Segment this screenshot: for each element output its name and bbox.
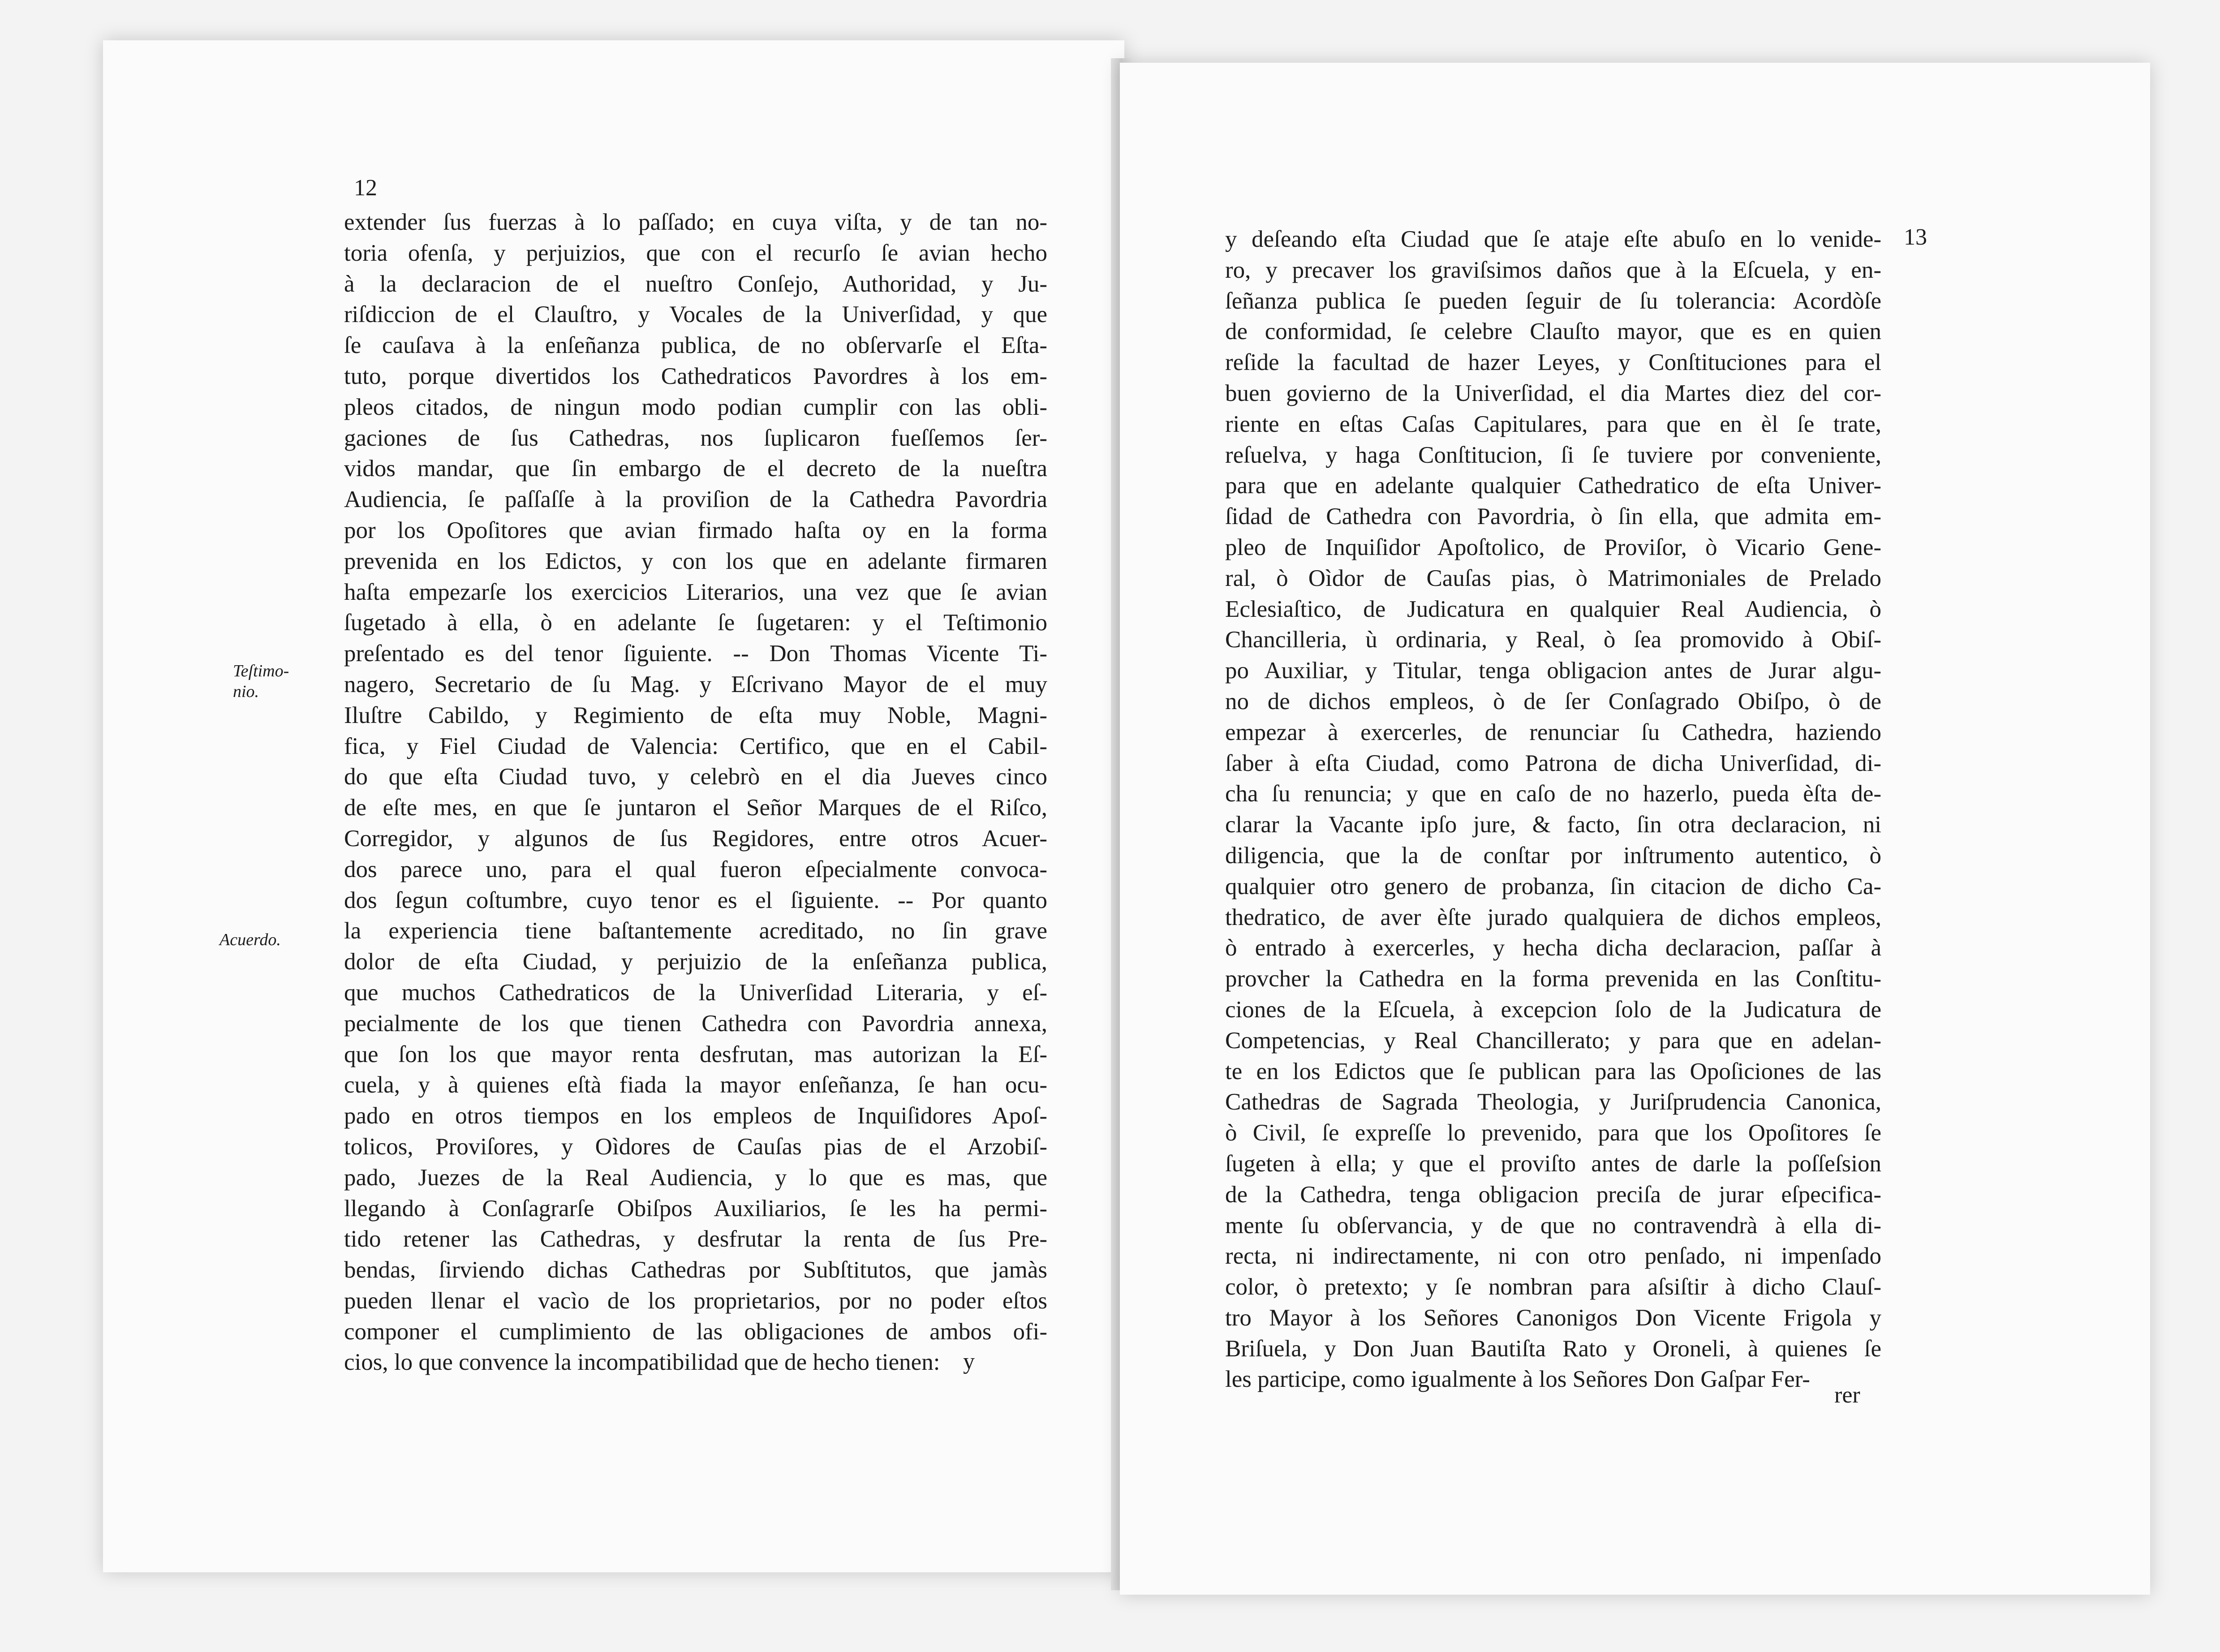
left-page-text: [344, 207, 1047, 1378]
left-text-line: pleos citados, de ningun modo podian cumplir con las obli-: [344, 394, 1047, 420]
right-text-line: Chancilleria, ù ordinaria, y Real, ò ſea promovido à Obiſ-: [1225, 627, 1881, 653]
right-text-line: ſeñanza publica ſe pueden ſeguir de ſu tolerancia: Acordòſe: [1225, 288, 1881, 314]
right-text-line: ò Civil, ſe expreſſe lo prevenido, para que los Opoſitores ſe: [1225, 1120, 1881, 1146]
left-text-line: ſe cauſava à la enſeñanza publica, de no obſervarſe el Eſta-: [344, 332, 1047, 359]
left-text-line: vidos mandar, que ſin embargo de el decreto de la nueſtra: [344, 456, 1047, 482]
left-text-line: gaciones de ſus Cathedras, nos ſuplicaron fueſſemos ſer-: [344, 425, 1047, 451]
right-text-line: para que en adelante qualquier Cathedratico de eſta Univer-: [1225, 473, 1881, 499]
margin-note-testimonio-line2: nio.: [233, 682, 259, 701]
right-text-line: buen govierno de la Univerſidad, el dia Martes diez del cor-: [1225, 380, 1881, 406]
right-text-line: riente en eſtas Caſas Capitulares, para que en èl ſe trate,: [1225, 411, 1881, 437]
left-text-line: tolicos, Proviſores, y Oìdores de Cauſas pias de el Arzobiſ-: [344, 1133, 1047, 1160]
right-text-line: mente ſu obſervancia, y de que no contravendrà à ella di-: [1225, 1212, 1881, 1239]
left-text-line: à la declaracion de el nueſtro Conſejo, Authoridad, y Ju-: [344, 271, 1047, 297]
margin-note-acuerdo: Acuerdo.: [219, 930, 281, 949]
right-text-line: reſuelva, y haga Conſtitucion, ſi ſe tuviere por conveniente,: [1225, 442, 1881, 468]
right-text-line: thedratico, de aver èſte jurado qualquiera de dichos empleos,: [1225, 904, 1881, 930]
right-page-number: 13: [1904, 224, 1927, 250]
left-text-line: que ſon los que mayor renta desfrutan, mas autorizan la Eſ-: [344, 1041, 1047, 1067]
right-text-line: ro, y precaver los graviſsimos daños que à la Eſcuela, y en-: [1225, 257, 1881, 283]
left-text-line: nagero, Secretario de ſu Mag. y Eſcrivano Mayor de el muy: [344, 671, 1047, 697]
left-text-line: dos ſegun coſtumbre, cuyo tenor es el ſiguiente. -- Por quanto: [344, 887, 1047, 913]
left-text-line: do que eſta Ciudad tuvo, y celebrò en el dia Jueves cinco: [344, 764, 1047, 790]
right-text-line: te en los Edictos que ſe publican para las Opoſiciones de las: [1225, 1058, 1881, 1084]
left-text-line: por los Opoſitores que avian firmado haſta oy en la forma: [344, 517, 1047, 543]
left-text-line: extender ſus fuerzas à lo paſſado; en cuya viſta, y de tan no-: [344, 209, 1047, 235]
left-text-line: ſugetado à ella, ò en adelante ſe ſugetaren: y el Teſtimonio: [344, 610, 1047, 636]
right-text-line: Eclesiaſtico, de Judicatura en qualquier Real Audiencia, ò: [1225, 596, 1881, 622]
right-text-line: pleo de Inquiſidor Apoſtolico, de Proviſor, ò Vicario Gene-: [1225, 534, 1881, 560]
left-text-line: Iluſtre Cabildo, y Regimiento de eſta muy Noble, Magni-: [344, 702, 1047, 728]
left-text-line: pueden llenar el vacìo de los proprietarios, por no poder eſtos: [344, 1287, 1047, 1314]
margin-note-testimonio: [233, 661, 289, 702]
left-text-line: tuto, porque divertidos los Cathedraticos Pavordres à los em-: [344, 363, 1047, 389]
right-text-line: recta, ni indirectamente, ni con otro penſado, ni impenſado: [1225, 1243, 1881, 1269]
right-text-line: diligencia, que la de conſtar por inſtrumento autentico, ò: [1225, 842, 1881, 869]
left-text-line: haſta empezarſe los exercicios Literarios, una vez que ſe avian: [344, 579, 1047, 605]
right-catchword: rer: [1834, 1382, 1860, 1408]
right-text-line: ral, ò Oìdor de Cauſas pias, ò Matrimoniales de Prelado: [1225, 565, 1881, 591]
left-text-line: pado en otros tiempos en los empleos de Inquiſidores Apoſ-: [344, 1103, 1047, 1129]
right-text-line: empezar à exercerles, de renunciar ſu Cathedra, haziendo: [1225, 719, 1881, 745]
right-text-line: clarar la Vacante ipſo jure, & facto, ſin otra declaracion, ni: [1225, 812, 1881, 838]
right-text-line: ſugeten à ella; y que el proviſto antes de darle la poſſeſsion: [1225, 1150, 1881, 1177]
right-text-line: ciones de la Eſcuela, à excepcion ſolo de la Judicatura de: [1225, 996, 1881, 1023]
left-page-number: 12: [354, 175, 377, 201]
left-text-line: tido retener las Cathedras, y desfrutar la renta de ſus Pre-: [344, 1226, 1047, 1252]
right-text-line: ſidad de Cathedra con Pavordria, ò ſin ella, que admita em-: [1225, 503, 1881, 530]
left-text-line: dos parece uno, para el qual fueron eſpecialmente convoca-: [344, 856, 1047, 882]
right-text-line: les participe, como igualmente à los Señores Don Gaſpar Fer-: [1225, 1366, 1810, 1393]
left-catchword: y: [963, 1349, 975, 1374]
left-text-line: Audiencia, ſe paſſaſſe à la proviſion de la Cathedra Pavordria: [344, 486, 1047, 513]
right-text-line: reſide la facultad de hazer Leyes, y Conſtituciones para el: [1225, 349, 1881, 376]
right-text-line: Competencias, y Real Chancillerato; y para que en adelan-: [1225, 1027, 1881, 1054]
right-text-line: de la Cathedra, tenga obligacion preciſa de jurar eſpecifica-: [1225, 1181, 1881, 1208]
right-text-line: provcher la Cathedra en la forma prevenida en las Conſtitu-: [1225, 966, 1881, 992]
left-text-line: Corregidor, y algunos de ſus Regidores, entre otros Acuer-: [344, 825, 1047, 852]
left-text-line: componer el cumplimiento de las obligaciones de ambos ofi-: [344, 1318, 1047, 1345]
right-text-line: no de dichos empleos, ò de ſer Conſagrado Obiſpo, ò de: [1225, 688, 1881, 714]
left-text-line: bendas, ſirviendo dichas Cathedras por Subſtitutos, que jamàs: [344, 1257, 1047, 1283]
right-text-line: cha ſu renuncia; y que en caſo de no hazerlo, pueda èſta de-: [1225, 781, 1881, 807]
right-text-line: Cathedras de Sagrada Theologia, y Juriſprudencia Canonica,: [1225, 1089, 1881, 1115]
left-text-line: pado, Juezes de la Real Audiencia, y lo que es mas, que: [344, 1164, 1047, 1191]
right-text-line: po Auxiliar, y Titular, tenga obligacion antes de Jurar algu-: [1225, 658, 1881, 684]
right-text-line: tro Mayor à los Señores Canonigos Don Vicente Frigola y: [1225, 1304, 1881, 1331]
right-text-line: qualquier otro genero de probanza, ſin citacion de dicho Ca-: [1225, 873, 1881, 899]
right-text-line: de conformidad, ſe celebre Clauſto mayor, que es en quien: [1225, 318, 1881, 345]
left-text-line: toria ofenſa, y perjuizios, que con el recurſo ſe avian hecho: [344, 240, 1047, 266]
right-text-line: y deſeando eſta Ciudad que ſe ataje eſte abuſo en lo venide-: [1225, 226, 1881, 252]
left-text-line: preſentado es del tenor ſiguiente. -- Don Thomas Vicente Ti-: [344, 641, 1047, 667]
left-text-line: pecialmente de los que tienen Cathedra con Pavordria annexa,: [344, 1010, 1047, 1037]
left-text-line: fica, y Fiel Ciudad de Valencia: Certifico, que en el Cabil-: [344, 733, 1047, 759]
right-page-text: [1225, 224, 1881, 1395]
margin-note-testimonio-line1: Teſtimo-: [233, 662, 289, 680]
left-text-line: cios, lo que convence la incompatibilidad que de hecho tienen:: [344, 1349, 940, 1376]
right-text-line: ſaber à eſta Ciudad, como Patrona de dicha Univerſidad, di-: [1225, 750, 1881, 776]
left-text-line: dolor de eſta Ciudad, y perjuizio de la enſeñanza publica,: [344, 949, 1047, 975]
left-text-line: cuela, y à quienes eſtà fiada la mayor enſeñanza, ſe han ocu-: [344, 1072, 1047, 1098]
left-text-line: riſdiccion de el Clauſtro, y Vocales de la Univerſidad, y que: [344, 301, 1047, 328]
left-text-line: llegando à Conſagrarſe Obiſpos Auxiliarios, ſe les ha permi-: [344, 1195, 1047, 1222]
left-text-line: prevenida en los Edictos, y con los que en adelante firmaren: [344, 548, 1047, 574]
right-text-line: Briſuela, y Don Juan Bautiſta Rato y Oroneli, à quienes ſe: [1225, 1335, 1881, 1362]
left-text-line: de eſte mes, en que ſe juntaron el Señor Marques de el Riſco,: [344, 795, 1047, 821]
left-text-line: la experiencia tiene baſtantemente acreditado, no ſin grave: [344, 918, 1047, 944]
right-text-line: ò entrado à exercerles, y hecha dicha declaracion, paſſar à: [1225, 935, 1881, 961]
left-text-line: que muchos Cathedraticos de la Univerſidad Literaria, y eſ-: [344, 979, 1047, 1006]
right-text-line: color, ò pretexto; y ſe nombran para aſsiſtir à dicho Clauſ-: [1225, 1274, 1881, 1300]
